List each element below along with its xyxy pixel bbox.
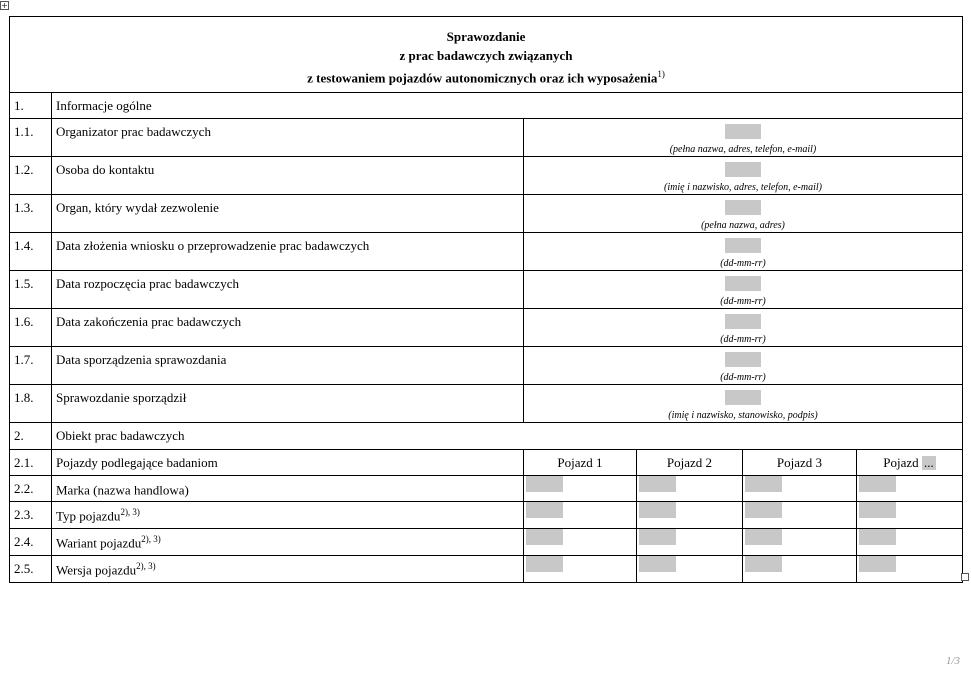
table-row (10, 476, 963, 502)
input-field[interactable] (725, 352, 761, 367)
input-field[interactable] (859, 502, 896, 518)
vehicle-cell (637, 529, 743, 556)
table-row (10, 385, 963, 423)
input-field[interactable] (859, 556, 896, 572)
table-row (10, 502, 963, 529)
vehicle-number-field[interactable]: ... (923, 454, 934, 470)
table-row (10, 195, 963, 233)
input-field[interactable] (745, 529, 782, 545)
field-hint: (imię i nazwisko, adres, telefon, e-mail) (664, 182, 822, 193)
row-number: 2.2. (10, 476, 52, 502)
table-row (10, 233, 963, 271)
vehicle-cell (743, 476, 857, 502)
row-number: 2.5. (10, 556, 52, 583)
row-label (52, 476, 524, 502)
section-2-row (10, 423, 963, 450)
row-footnote: 2), 3) (136, 561, 156, 571)
row-number: 1.6. (10, 309, 52, 347)
input-field[interactable] (725, 238, 761, 253)
field-hint: (dd-mm-rr) (720, 334, 766, 345)
row-label-text: Wariant pojazdu (56, 535, 142, 551)
table-row (10, 347, 963, 385)
input-field[interactable] (526, 476, 563, 492)
row-label-text: Typ pojazdu (56, 508, 121, 524)
vehicle-cell (743, 529, 857, 556)
input-field[interactable] (859, 529, 896, 545)
input-field[interactable] (725, 200, 761, 215)
field-hint: (dd-mm-rr) (720, 372, 766, 383)
table-resize-handle[interactable] (961, 573, 969, 581)
table-row (10, 271, 963, 309)
vehicle-cell (524, 529, 637, 556)
row-number: 1.5. (10, 271, 52, 309)
vehicle-cell (857, 529, 963, 556)
row-label: Data zakończenia prac badawczych (52, 309, 524, 347)
field-hint: (dd-mm-rr) (720, 258, 766, 269)
value-cell (524, 385, 963, 423)
vehicle-column-header: Pojazd 1 (524, 450, 637, 476)
field-hint: (dd-mm-rr) (720, 296, 766, 307)
input-field[interactable] (639, 502, 676, 518)
vehicle-column-header: Pojazd 2 (637, 450, 743, 476)
vehicle-cell (524, 476, 637, 502)
title-line-1: Sprawozdanie (446, 29, 526, 45)
vehicle-cell (637, 502, 743, 529)
row-number: 2. (10, 423, 52, 450)
row-label: Pojazdy podlegające badaniom (52, 450, 524, 476)
row-number: 2.4. (10, 529, 52, 556)
title-row (10, 17, 963, 93)
vehicle-column-header: Pojazd 3 (743, 450, 857, 476)
row-label: Osoba do kontaktu (52, 157, 524, 195)
row-number: 1. (10, 93, 52, 119)
page-number: 1/3 (946, 655, 961, 667)
value-cell (524, 271, 963, 309)
row-label: Data złożenia wniosku o przeprowadzenie prac badawczych (52, 233, 524, 271)
row-label-text: Marka (nazwa handlowa) (56, 482, 189, 498)
field-hint: (pełna nazwa, adres, telefon, e-mail) (669, 144, 817, 155)
row-label (52, 502, 524, 529)
table-move-handle[interactable]: + (1, 1, 8, 10)
input-field[interactable] (639, 529, 676, 545)
row-number: 1.4. (10, 233, 52, 271)
row-number: 1.2. (10, 157, 52, 195)
input-field[interactable] (725, 390, 761, 405)
vehicles-header-row (10, 450, 963, 476)
input-field[interactable] (725, 314, 761, 329)
input-field[interactable] (859, 476, 896, 492)
row-number: 1.8. (10, 385, 52, 423)
vehicle-column-label: Pojazd (883, 454, 919, 470)
input-field[interactable] (725, 276, 761, 291)
input-field[interactable] (745, 476, 782, 492)
input-field[interactable] (725, 124, 761, 139)
row-number: 2.1. (10, 450, 52, 476)
row-footnote: 2), 3) (120, 507, 140, 517)
row-number: 1.3. (10, 195, 52, 233)
row-label: Organizator prac badawczych (52, 119, 524, 157)
form-title (10, 17, 963, 93)
value-cell (524, 309, 963, 347)
input-field[interactable] (725, 162, 761, 177)
vehicle-cell (637, 476, 743, 502)
vehicle-cell (743, 556, 857, 583)
vehicle-cell (524, 502, 637, 529)
row-number: 1.7. (10, 347, 52, 385)
title-footnote: 1) (657, 69, 665, 80)
row-label (52, 556, 524, 583)
row-number: 1.1. (10, 119, 52, 157)
section-heading: Obiekt prac badawczych (52, 423, 963, 450)
vehicle-cell (524, 556, 637, 583)
report-form-table (9, 16, 963, 583)
value-cell (524, 233, 963, 271)
row-footnote: 2), 3) (141, 534, 161, 544)
value-cell (524, 195, 963, 233)
table-row (10, 529, 963, 556)
section-heading: Informacje ogólne (52, 93, 963, 119)
field-hint: (pełna nazwa, adres) (701, 220, 785, 231)
title-line-2: z prac badawczych związanych (399, 48, 573, 64)
value-cell (524, 347, 963, 385)
row-label (52, 529, 524, 556)
input-field[interactable] (639, 556, 676, 572)
input-field[interactable] (526, 529, 563, 545)
input-field[interactable] (639, 476, 676, 492)
row-label-text: Wersja pojazdu (56, 562, 137, 578)
vehicle-cell (743, 502, 857, 529)
value-cell (524, 119, 963, 157)
value-cell (524, 157, 963, 195)
vehicle-cell (637, 556, 743, 583)
vehicle-column-header (857, 450, 963, 476)
vehicle-cell (857, 556, 963, 583)
table-row (10, 119, 963, 157)
input-field[interactable] (526, 502, 563, 518)
vehicle-cell (857, 476, 963, 502)
row-number: 2.3. (10, 502, 52, 529)
input-field[interactable] (526, 556, 563, 572)
table-row (10, 309, 963, 347)
field-hint: (imię i nazwisko, stanowisko, podpis) (668, 410, 818, 421)
row-label: Organ, który wydał zezwolenie (52, 195, 524, 233)
table-row (10, 157, 963, 195)
section-1-row (10, 93, 963, 119)
input-field[interactable] (745, 502, 782, 518)
row-label: Sprawozdanie sporządził (52, 385, 524, 423)
row-label: Data rozpoczęcia prac badawczych (52, 271, 524, 309)
vehicle-cell (857, 502, 963, 529)
input-field[interactable] (745, 556, 782, 572)
row-label: Data sporządzenia sprawozdania (52, 347, 524, 385)
title-line-3: z testowaniem pojazdów autonomicznych oraz ich wyposażenia (307, 70, 658, 86)
table-row (10, 556, 963, 583)
